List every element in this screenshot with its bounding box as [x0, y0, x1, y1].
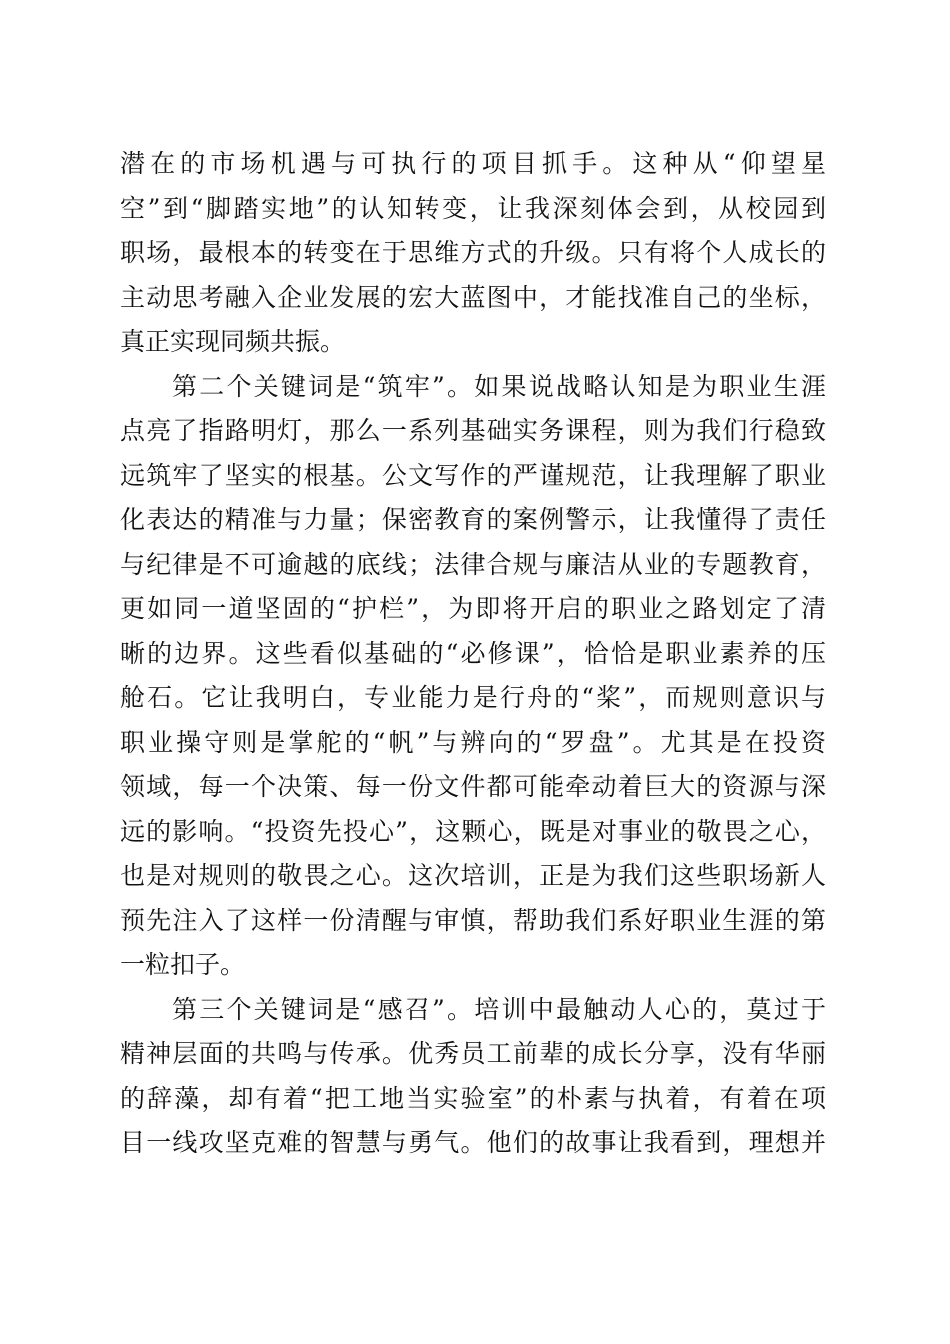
text-line: 也是对规则的敬畏之心。这次培训，正是为我们这些职场新人 — [120, 861, 826, 890]
text-line: 远的影响。“投资先投心”，这颗心，既是对事业的敬畏之心， — [120, 816, 826, 846]
text-line: 精神层面的共鸣与传承。优秀员工前辈的成长分享，没有华丽 — [120, 1039, 826, 1068]
text-line: 点亮了指路明灯，那么一系列基础实务课程，则为我们行稳致 — [120, 416, 826, 445]
text-line: 一粒扣子。 — [120, 950, 246, 979]
text-line: 远筑牢了坚实的根基。公文写作的严谨规范，让我理解了职业 — [120, 460, 826, 490]
body-text — [120, 142, 826, 1166]
text-line: 主动思考融入企业发展的宏大蓝图中，才能找准自己的坐标， — [120, 282, 826, 312]
text-line: 预先注入了这样一份清醒与审慎，帮助我们系好职业生涯的第 — [120, 905, 826, 935]
paragraph-2 — [120, 365, 826, 988]
text-line: 晰的边界。这些看似基础的“必修课”，恰恰是职业素养的压 — [120, 638, 826, 668]
text-line: 舱石。它让我明白，专业能力是行舟的“桨”，而规则意识与 — [120, 683, 826, 712]
text-line: 第三个关键词是“感召”。培训中最触动人心的，莫过于 — [172, 994, 826, 1024]
text-line: 与纪律是不可逾越的底线；法律合规与廉洁从业的专题教育， — [120, 549, 826, 579]
paragraph-1 — [120, 142, 826, 365]
text-line: 第二个关键词是“筑牢”。如果说战略认知是为职业生涯 — [172, 371, 826, 401]
paragraph-3 — [120, 988, 826, 1166]
text-line: 目一线攻坚克难的智慧与勇气。他们的故事让我看到，理想并 — [120, 1128, 826, 1157]
text-line: 潜在的市场机遇与可执行的项目抓手。这种从“仰望星 — [120, 149, 826, 178]
text-line: 职业操守则是掌舵的“帆”与辨向的“罗盘”。尤其是在投资 — [120, 727, 826, 757]
text-line: 化表达的精准与力量；保密教育的案例警示，让我懂得了责任 — [120, 505, 826, 534]
text-line: 更如同一道坚固的“护栏”，为即将开启的职业之路划定了清 — [120, 594, 826, 623]
text-line: 的辞藻，却有着“把工地当实验室”的朴素与执着，有着在项 — [120, 1083, 826, 1113]
text-line: 领域，每一个决策、每一份文件都可能牵动着巨大的资源与深 — [120, 772, 826, 801]
text-line: 真正实现同频共振。 — [120, 327, 346, 356]
text-line: 空”到“脚踏实地”的认知转变，让我深刻体会到，从校园到 — [120, 193, 826, 223]
text-line: 职场，最根本的转变在于思维方式的升级。只有将个人成长的 — [120, 238, 826, 267]
